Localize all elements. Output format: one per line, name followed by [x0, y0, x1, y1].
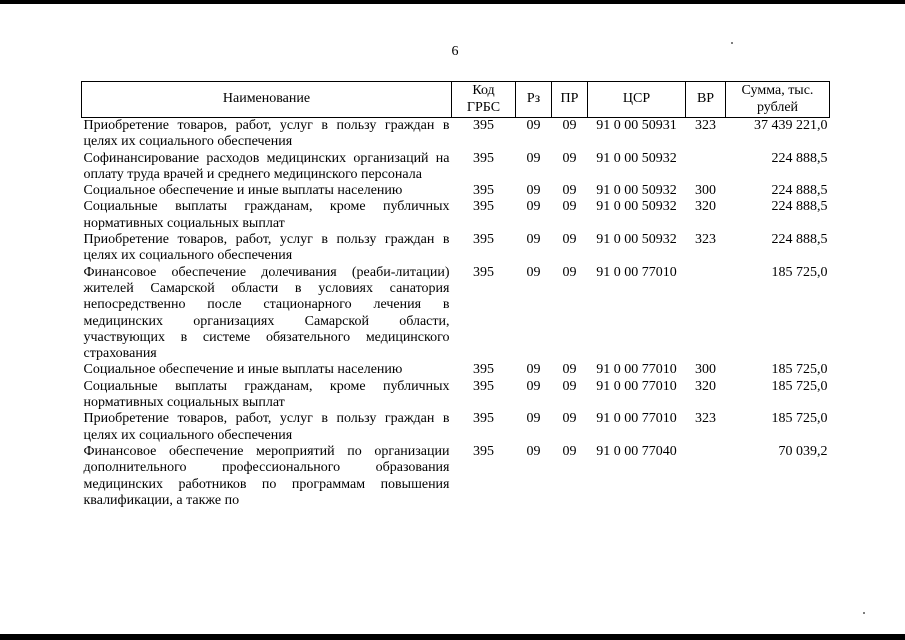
cell-name: Софинансирование расходов медицинских организаций на оплату труда врачей и среднего медицинского персонала: [83, 150, 450, 182]
cell-rz: 09: [526, 150, 541, 166]
cell-sum: 185 725,0: [771, 378, 828, 394]
cell-csr: 91 0 00 77010: [596, 362, 677, 378]
cell-csr: 91 0 00 50932: [596, 150, 677, 166]
cell-vr: 323: [695, 232, 716, 248]
cell-csr: 91 0 00 50931: [596, 118, 677, 133]
cell-pr: 09: [562, 443, 577, 459]
header-pr: ПР: [552, 82, 588, 118]
cell-csr: 91 0 00 77010: [596, 264, 677, 280]
cell-grbs: 395: [473, 378, 494, 394]
header-vr: ВР: [686, 82, 726, 118]
table-row: [82, 411, 830, 444]
cell-grbs: 395: [473, 443, 494, 459]
cell-vr: [686, 151, 726, 184]
cell-pr: 09: [562, 362, 577, 378]
table-row: [82, 151, 830, 184]
cell-pr: 09: [562, 118, 577, 133]
header-rz: Рз: [516, 82, 552, 118]
table-row: [82, 444, 830, 509]
cell-name: Приобретение товаров, работ, услуг в пользу граждан в целях их социального обеспечения: [83, 232, 450, 264]
cell-csr: 91 0 00 50932: [596, 199, 677, 215]
cell-sum: 224 888,5: [771, 183, 828, 199]
cell-pr: 09: [562, 199, 577, 215]
header-csr: ЦСР: [588, 82, 686, 118]
cell-sum: 224 888,5: [771, 150, 828, 166]
scan-speck: [731, 42, 733, 44]
cell-csr: 91 0 00 77010: [596, 411, 677, 427]
cell-rz: 09: [526, 411, 541, 427]
cell-vr: 320: [695, 199, 716, 215]
cell-rz: 09: [526, 118, 541, 133]
cell-rz: 09: [526, 183, 541, 199]
header-name: Наименование: [82, 82, 452, 118]
cell-pr: 09: [562, 183, 577, 199]
table-row: [82, 379, 830, 412]
cell-rz: 09: [526, 362, 541, 378]
cell-name: Социальное обеспечение и иные выплаты населению: [83, 183, 403, 199]
cell-rz: 09: [526, 378, 541, 394]
scan-speck: [863, 612, 865, 614]
cell-vr: 300: [695, 183, 716, 199]
header-grbs: Код ГРБС: [452, 82, 516, 118]
cell-csr: 91 0 00 50932: [596, 183, 677, 199]
cell-vr: 323: [695, 411, 716, 427]
table-row: [82, 199, 830, 232]
cell-vr: 323: [695, 118, 716, 133]
cell-pr: 09: [562, 264, 577, 280]
cell-csr: 91 0 00 77010: [596, 378, 677, 394]
table-row: [82, 183, 830, 199]
page-number: 6: [451, 44, 459, 59]
table-row: [82, 118, 830, 151]
cell-name: Социальное обеспечение и иные выплаты населению: [83, 362, 403, 378]
cell-grbs: 395: [473, 118, 494, 133]
cell-grbs: 395: [473, 264, 494, 280]
cell-grbs: 395: [473, 183, 494, 199]
cell-grbs: 395: [473, 150, 494, 166]
cell-csr: 91 0 00 50932: [596, 232, 677, 248]
cell-vr: 320: [695, 378, 716, 394]
cell-sum: 185 725,0: [771, 264, 828, 280]
cell-pr: 09: [562, 378, 577, 394]
cell-sum: 185 725,0: [771, 362, 828, 378]
cell-name: Приобретение товаров, работ, услуг в пользу граждан в целях их социального обеспечения: [83, 118, 450, 150]
bottom-scan-border: [0, 634, 905, 640]
cell-pr: 09: [562, 150, 577, 166]
table-row: [82, 265, 830, 363]
cell-sum: 224 888,5: [771, 232, 828, 248]
cell-vr: 300: [695, 362, 716, 378]
cell-sum: 70 039,2: [778, 443, 828, 459]
table-row: [82, 362, 830, 378]
cell-name: Социальные выплаты гражданам, кроме публичных нормативных социальных выплат: [83, 378, 450, 411]
cell-name: Финансовое обеспечение долечивания (реаби-литации) жителей Самарской области в условиях санатория непосредственно после стационарного лечения в медицинских организациях Самарской области, участвующих в системе обязательного медицинского страхования: [83, 264, 450, 362]
cell-grbs: 395: [473, 362, 494, 378]
cell-sum: 37 439 221,0: [754, 118, 828, 133]
cell-pr: 09: [562, 411, 577, 427]
budget-table: [81, 81, 830, 509]
cell-rz: 09: [526, 199, 541, 215]
header-sum: Сумма, тыс. рублей: [726, 82, 830, 118]
cell-csr: 91 0 00 77040: [596, 443, 677, 459]
cell-pr: 09: [562, 232, 577, 248]
cell-vr: [686, 265, 726, 363]
cell-grbs: 395: [473, 199, 494, 215]
cell-grbs: 395: [473, 411, 494, 427]
cell-rz: 09: [526, 232, 541, 248]
table-row: [82, 232, 830, 265]
cell-rz: 09: [526, 443, 541, 459]
cell-sum: 185 725,0: [771, 411, 828, 427]
cell-grbs: 395: [473, 232, 494, 248]
cell-rz: 09: [526, 264, 541, 280]
top-scan-border: [0, 0, 905, 4]
cell-name: Приобретение товаров, работ, услуг в пользу граждан в целях их социального обеспечения: [83, 411, 450, 443]
cell-name: Финансовое обеспечение мероприятий по организации дополнительного профессионального образования медицинских работников по программам повышения квалификации, а также по: [83, 443, 450, 508]
cell-sum: 224 888,5: [771, 199, 828, 215]
table-header-row: [82, 82, 830, 118]
cell-name: Социальные выплаты гражданам, кроме публичных нормативных социальных выплат: [83, 199, 450, 231]
cell-vr: [686, 444, 726, 509]
